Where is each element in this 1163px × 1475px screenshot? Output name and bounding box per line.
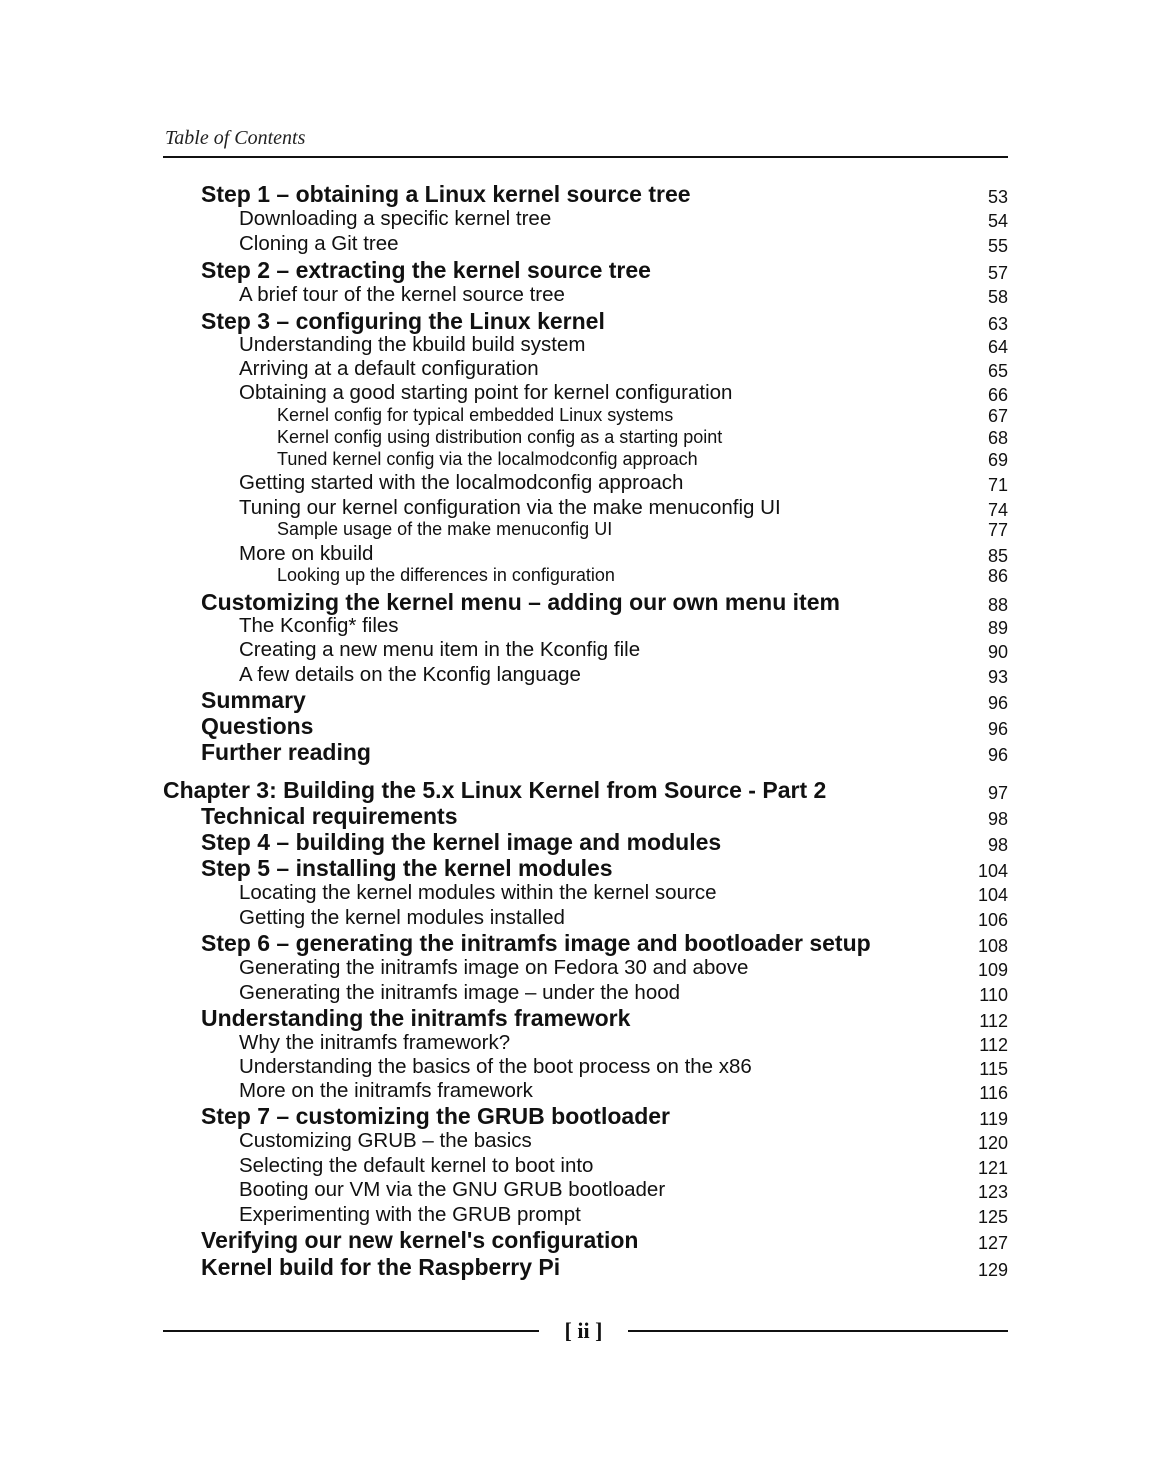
toc-entry-page: 104	[977, 861, 1008, 881]
toc-entry-page: 88	[987, 595, 1008, 615]
toc-entry-page: 71	[987, 475, 1008, 495]
footer-rule-left	[163, 1330, 539, 1332]
toc-entry-page: 96	[987, 719, 1008, 739]
toc-entry-page: 96	[987, 745, 1008, 765]
toc-entry-page: 66	[987, 385, 1008, 405]
toc-entry-title: A brief tour of the kernel source tree	[239, 283, 565, 306]
toc-entry-title: Locating the kernel modules within the kernel source	[239, 881, 717, 904]
running-head-title: Table of Contents	[165, 127, 306, 149]
toc-entry-page: 129	[977, 1260, 1008, 1280]
toc-entry-page: 93	[987, 667, 1008, 687]
toc-entry-page: 65	[987, 361, 1008, 381]
toc-entry-page: 55	[987, 236, 1008, 256]
toc-entry-title: Generating the initramfs image on Fedora 30 and above	[239, 956, 749, 979]
toc-entry-page: 69	[987, 450, 1008, 470]
toc-entry-page: 121	[977, 1158, 1008, 1178]
toc-entry-title: Kernel config using distribution config as a starting point	[277, 427, 723, 447]
toc-entry-title: Further reading	[201, 739, 371, 765]
toc-entry-page: 109	[977, 960, 1008, 980]
toc-entry-page: 108	[977, 936, 1008, 956]
toc-entry-page: 96	[987, 693, 1008, 713]
toc-entry-title: Summary	[201, 687, 306, 713]
toc-entry-title: Generating the initramfs image – under the hood	[239, 981, 681, 1004]
toc-entry-page: 123	[977, 1182, 1008, 1202]
toc-entry-title: Technical requirements	[201, 803, 458, 829]
toc-entry-title: Step 6 – generating the initramfs image and bootloader setup	[201, 930, 871, 956]
toc-entry-title: Getting the kernel modules installed	[239, 906, 565, 929]
toc-entry-title: More on kbuild	[239, 542, 374, 565]
toc-entry-page: 86	[987, 566, 1008, 586]
toc-entry-page: 115	[979, 1059, 1008, 1079]
toc-entry-title: Selecting the default kernel to boot into	[239, 1154, 594, 1177]
toc-entry-page: 127	[977, 1233, 1008, 1253]
toc-entry-title: Tuning our kernel configuration via the make menuconfig UI	[239, 496, 781, 519]
toc-entry-title: Customizing the kernel menu – adding our own menu item	[201, 589, 840, 615]
toc-entry-title: The Kconfig* files	[239, 614, 399, 637]
toc-entry-page: 68	[987, 428, 1008, 448]
toc-entry-page: 97	[987, 783, 1008, 803]
toc-entry-page: 125	[977, 1207, 1008, 1227]
page-footer	[163, 1318, 1008, 1344]
toc-entry-page: 74	[987, 500, 1008, 520]
toc-entry-page: 67	[987, 406, 1008, 426]
toc-entry-page: 119	[979, 1109, 1008, 1129]
toc-entry-title: Step 4 – building the kernel image and modules	[201, 829, 722, 855]
toc-entry-title: Kernel build for the Raspberry Pi	[201, 1254, 561, 1280]
toc-entry-page: 57	[987, 263, 1008, 283]
toc-entry-title: Chapter 3: Building the 5.x Linux Kernel from Source - Part 2	[163, 777, 827, 803]
toc-entry-page: 63	[987, 314, 1008, 334]
toc-entry-title: Arriving at a default configuration	[239, 357, 539, 380]
toc-entry-title: Step 3 – configuring the Linux kernel	[201, 308, 605, 334]
toc-entry-title: Booting our VM via the GNU GRUB bootloader	[239, 1178, 666, 1201]
toc-entry-page: 110	[979, 985, 1008, 1005]
toc-entry-page: 58	[987, 287, 1008, 307]
toc-entry-page: 98	[987, 835, 1008, 855]
page-number: [ ii ]	[564, 1318, 603, 1343]
toc-entry-page: 64	[987, 337, 1008, 357]
toc-entry-title: Step 1 – obtaining a Linux kernel source tree	[201, 181, 691, 207]
toc-entry-page: 112	[979, 1035, 1008, 1055]
toc-entry-page: 53	[987, 187, 1008, 207]
toc-entry-title: Experimenting with the GRUB prompt	[239, 1203, 581, 1226]
toc-entry-page: 54	[987, 211, 1008, 231]
toc-entry-title: Verifying our new kernel's configuration	[201, 1227, 639, 1253]
toc-entry-title: Kernel config for typical embedded Linux systems	[277, 405, 674, 425]
toc-entry-page: 112	[979, 1011, 1008, 1031]
toc-entry-title: Looking up the differences in configuration	[277, 565, 615, 585]
footer-rule-right	[628, 1330, 1008, 1332]
toc-entry-title: Customizing GRUB – the basics	[239, 1129, 532, 1152]
toc-entry-title: Understanding the basics of the boot process on the x86	[239, 1055, 752, 1078]
toc-entry-title: Understanding the kbuild build system	[239, 333, 586, 356]
toc-entry-title: Why the initramfs framework?	[239, 1031, 511, 1054]
toc-entry-title: Getting started with the localmodconfig approach	[239, 471, 684, 494]
toc-entry-title: Sample usage of the make menuconfig UI	[277, 519, 613, 539]
toc-entry-title: Creating a new menu item in the Kconfig file	[239, 638, 641, 661]
toc-entry-title: Understanding the initramfs framework	[201, 1005, 631, 1031]
toc-entry-page: 104	[977, 885, 1008, 905]
toc-entry-title: Obtaining a good starting point for kernel configuration	[239, 381, 733, 404]
toc-entry-page: 120	[977, 1133, 1008, 1153]
toc-entry-page: 85	[987, 546, 1008, 566]
toc-entry-title: A few details on the Kconfig language	[239, 663, 581, 686]
toc-entry-page: 98	[987, 809, 1008, 829]
toc-entry-page: 89	[987, 618, 1008, 638]
toc-entry-page: 116	[979, 1083, 1008, 1103]
toc-entry-page: 106	[977, 910, 1008, 930]
toc-entry-title: Step 2 – extracting the kernel source tree	[201, 257, 651, 283]
toc-entry-title: Questions	[201, 713, 314, 739]
toc-entry-title: More on the initramfs framework	[239, 1079, 533, 1102]
toc-entry-page: 77	[987, 520, 1008, 540]
toc-entry-title: Step 7 – customizing the GRUB bootloader	[201, 1103, 670, 1129]
toc-entry-title: Cloning a Git tree	[239, 232, 399, 255]
toc-entry-page: 90	[987, 642, 1008, 662]
toc-entry-title: Step 5 – installing the kernel modules	[201, 855, 613, 881]
toc-entry-title: Downloading a specific kernel tree	[239, 207, 552, 230]
toc-entry-title: Tuned kernel config via the localmodconfig approach	[277, 449, 698, 469]
